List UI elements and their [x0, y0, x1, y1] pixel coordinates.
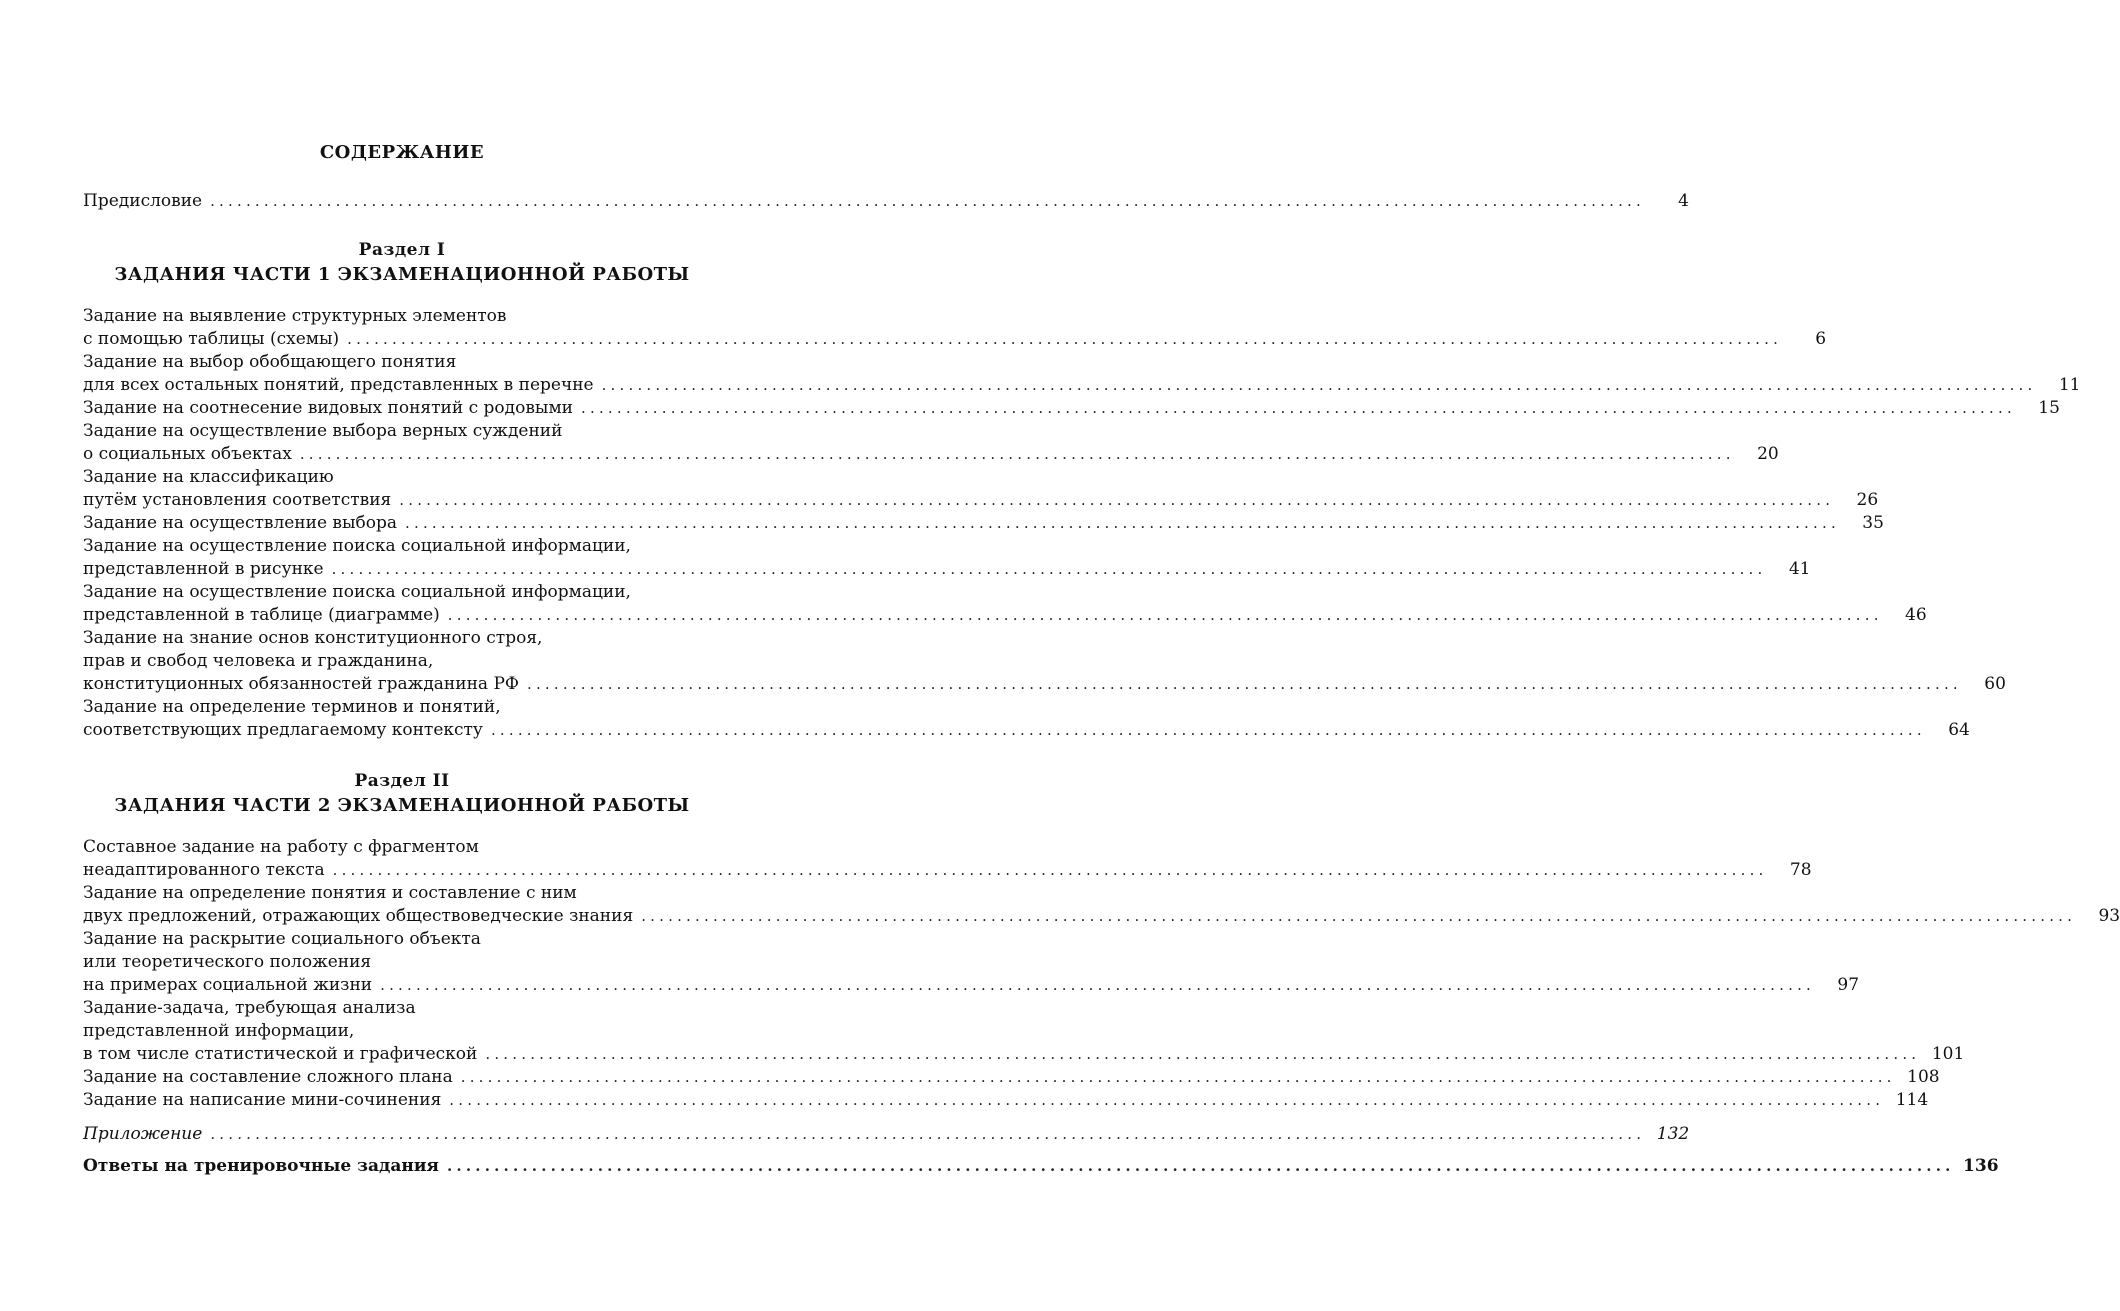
section-1-label: Раздел I [358, 240, 446, 260]
entry-last-line [83, 442, 1779, 466]
entry-last-line [83, 973, 1860, 997]
dot-leader: ................................................................................................................................................................ [601, 376, 2037, 394]
entry-line: Задание на определение терминов и понятий, [83, 697, 501, 717]
entry-line: или теоретического положения [83, 952, 372, 972]
page-number: 78 [1789, 860, 1812, 880]
entry-text: Задание на осуществление выбора [83, 513, 398, 533]
entry-last-line [83, 672, 2006, 696]
entry-text: Задание на написание мини-сочинения [83, 1090, 442, 1110]
answers-entry [83, 1154, 1999, 1178]
dot-leader: ................................................................................................................................................................ [460, 1068, 1896, 1086]
entry-text: Задание на составление сложного плана [83, 1067, 453, 1087]
dot-leader: ................................................................................................................................................................ [447, 1157, 1955, 1175]
entry-text: конституционных обязанностей гражданина РФ [83, 674, 519, 694]
entry-text: с помощью таблицы (схемы) [83, 329, 340, 349]
entry-text: представленной в рисунке [83, 559, 324, 579]
entry-last-line [83, 858, 1812, 882]
entry-line: Задание-задача, требующая анализа [83, 998, 416, 1018]
entry-last-line [83, 603, 1927, 627]
entry-last-line [83, 1065, 1940, 1089]
entry-line: Задание на классификацию [83, 467, 334, 487]
entry-last-line [83, 557, 1811, 581]
entry-line: Задание на определение понятия и составление с ним [83, 883, 577, 903]
dot-leader: ................................................................................................................................................................ [331, 560, 1767, 578]
page-number: 97 [1837, 975, 1860, 995]
page-number: 108 [1907, 1067, 1940, 1087]
entry-line: Задание на выявление структурных элементов [83, 306, 507, 326]
page-number: 41 [1788, 559, 1811, 579]
page-number: 136 [1963, 1156, 1999, 1176]
dot-leader: ................................................................................................................................................................ [485, 1045, 1921, 1063]
entry-last-line [83, 904, 2120, 928]
entry-line: Задание на осуществление выбора верных суждений [83, 421, 563, 441]
entry-line: Задание на раскрытие социального объекта [83, 929, 481, 949]
preface-entry-text: Предисловие [83, 191, 203, 211]
page-number: 132 [1656, 1124, 1690, 1144]
entry-text: двух предложений, отражающих обществоведческие знания [83, 906, 634, 926]
page-number: 35 [1862, 513, 1884, 533]
entry-text: путём установления соответствия [83, 490, 392, 510]
entry-last-line [83, 1088, 1929, 1112]
dot-leader: ................................................................................................................................................................ [210, 1125, 1646, 1143]
page-number: 6 [1815, 329, 1827, 349]
entry-line: Задание на осуществление поиска социальной информации, [83, 582, 631, 602]
toc-title: СОДЕРЖАНИЕ [319, 142, 485, 163]
dot-leader: ................................................................................................................................................................ [490, 721, 1926, 739]
dot-leader: ................................................................................................................................................................ [347, 330, 1783, 348]
page-number: 93 [2098, 906, 2120, 926]
page-number: 64 [1948, 720, 1970, 740]
entry-text: в том числе статистической и графической [83, 1044, 478, 1064]
entry-last-line [83, 396, 2060, 420]
page-number: 20 [1757, 444, 1779, 464]
dot-leader: ................................................................................................................................................................ [641, 907, 2077, 925]
entry-last-line [83, 511, 1884, 535]
dot-leader: ................................................................................................................................................................ [405, 514, 1840, 532]
answers-entry-text: Ответы на тренировочные задания [83, 1156, 439, 1176]
entry-text: Задание на соотнесение видовых понятий с родовыми [83, 398, 574, 418]
entry-text: неадаптированного текста [83, 860, 325, 880]
dot-leader: ................................................................................................................................................................ [299, 445, 1735, 463]
appendix-entry-text: Приложение [83, 1124, 203, 1144]
dot-leader: ................................................................................................................................................................ [447, 606, 1883, 624]
dot-leader: ................................................................................................................................................................ [449, 1091, 1885, 1109]
dot-leader: ................................................................................................................................................................ [581, 399, 2016, 417]
page-number: 60 [1984, 674, 2006, 694]
entry-last-line [83, 718, 1970, 742]
entry-last-line [83, 1042, 1965, 1066]
dot-leader: ................................................................................................................................................................ [527, 675, 1962, 693]
entry-line: Задание на выбор обобщающего понятия [83, 352, 457, 372]
page-number: 4 [1678, 191, 1689, 211]
page-number: 15 [2038, 398, 2060, 418]
entry-text: о социальных объектах [83, 444, 292, 464]
dot-leader: ................................................................................................................................................................ [210, 192, 1645, 210]
preface-entry [83, 189, 1689, 213]
entry-line: Составное задание на работу с фрагментом [83, 837, 479, 857]
appendix-entry [83, 1122, 1690, 1146]
entry-line: прав и свобод человека и гражданина, [83, 651, 434, 671]
entry-text: соответствующих предлагаемому контексту [83, 720, 483, 740]
entry-text: представленной в таблице (диаграмме) [83, 605, 440, 625]
page-number: 101 [1931, 1044, 1965, 1064]
entry-last-line [83, 488, 1879, 512]
entry-line: представленной информации, [83, 1021, 355, 1041]
page-number: 11 [2058, 375, 2081, 395]
page-number: 46 [1905, 605, 1927, 625]
dot-leader: ................................................................................................................................................................ [380, 976, 1816, 994]
entry-text: для всех остальных понятий, представленных в перечне [83, 375, 594, 395]
entry-line: Задание на знание основ конституционного строя, [83, 628, 543, 648]
section-2-title: ЗАДАНИЯ ЧАСТИ 2 ЭКЗАМЕНАЦИОННОЙ РАБОТЫ [114, 795, 690, 816]
entry-text: на примерах социальной жизни [83, 975, 373, 995]
dot-leader: ................................................................................................................................................................ [332, 861, 1768, 879]
section-1-title: ЗАДАНИЯ ЧАСТИ 1 ЭКЗАМЕНАЦИОННОЙ РАБОТЫ [114, 264, 690, 285]
page-number: 26 [1856, 490, 1879, 510]
section-2-label: Раздел II [354, 771, 450, 791]
entry-line: Задание на осуществление поиска социальной информации, [83, 536, 631, 556]
dot-leader: ................................................................................................................................................................ [399, 491, 1835, 509]
entry-last-line [83, 327, 1827, 351]
entry-last-line [83, 373, 2081, 397]
page-number: 114 [1895, 1090, 1929, 1110]
